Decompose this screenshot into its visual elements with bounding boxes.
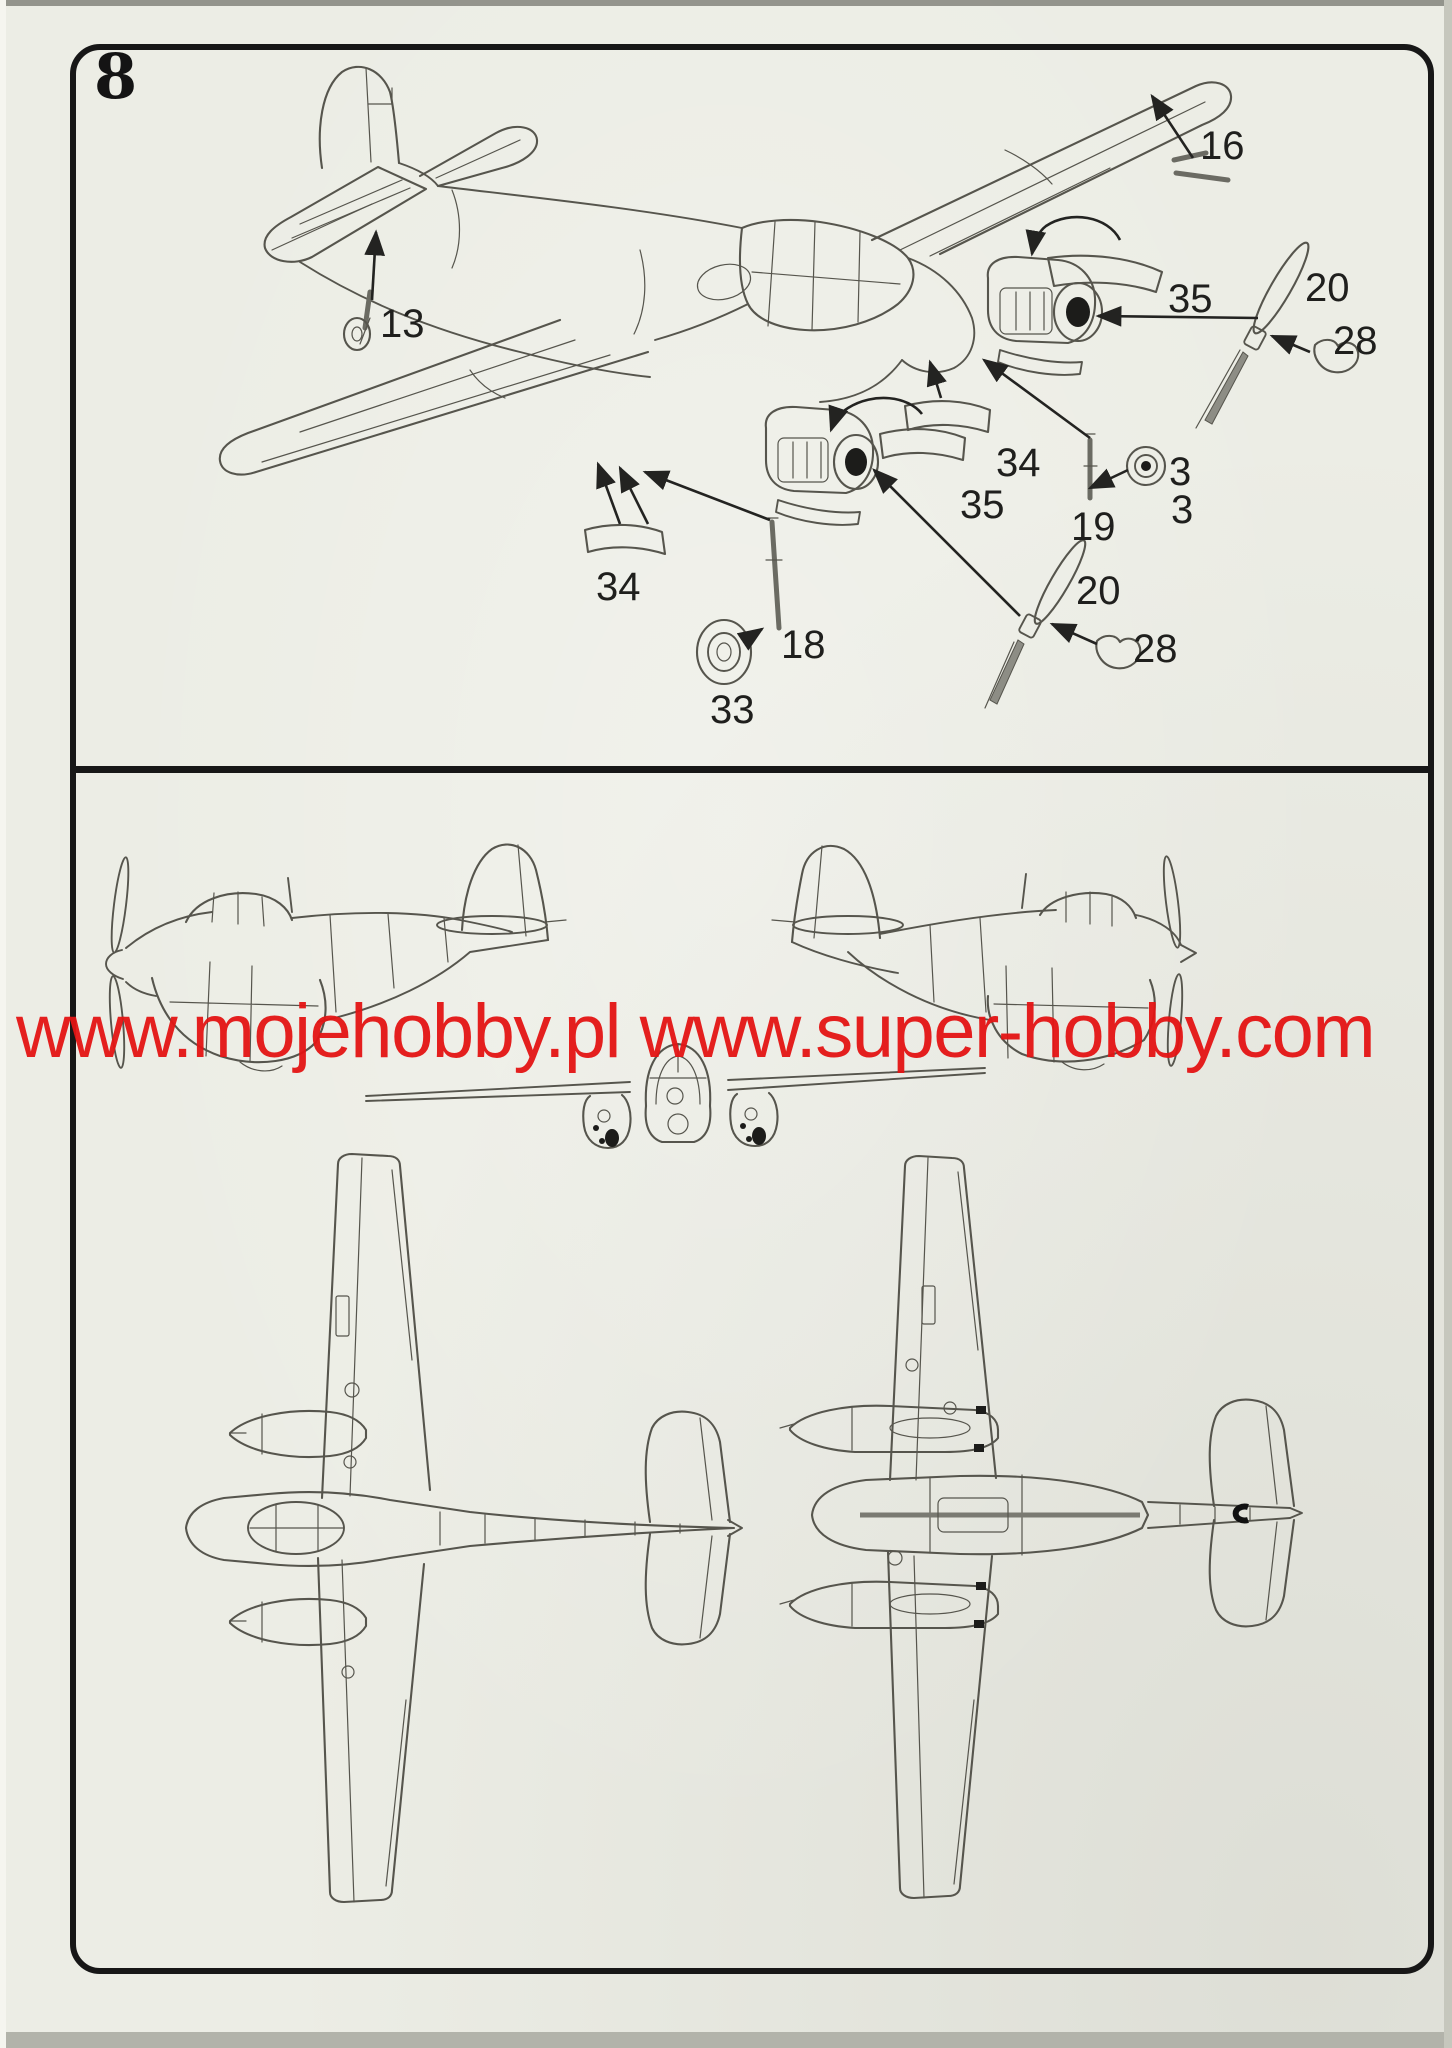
part-34-exhaust [905,401,990,432]
callout-arrows [372,96,1310,644]
step-number: 8 [94,40,138,113]
right-nacelle [988,257,1102,375]
part-20-propeller [1196,238,1316,428]
part-callout-3: 3 [1169,450,1192,494]
part-callout-28: 28 [1333,319,1378,363]
propeller-shaft-hole [845,448,867,476]
part-callout-34: 34 [996,441,1041,485]
top-plan-view [186,1154,742,1902]
part-callout-35: 35 [1168,277,1213,321]
part-callout-20: 20 [1305,266,1350,310]
part-33-wheel [697,620,751,684]
part-20-propeller [985,536,1092,708]
watermark-text: www.mojehobby.pl www.super-hobby.com [16,989,1375,1074]
part-callout-18: 18 [781,623,826,667]
part-callout-3: 3 [1171,488,1194,532]
tail-wheel-well-mark [1236,1507,1248,1521]
propeller-shaft-hole [1066,297,1090,327]
front-view-left-nacelle [583,1095,630,1148]
part-13-tail-wheel [344,292,370,350]
part-3-wheel-hub [1127,447,1165,485]
bottom-plan-view [780,1156,1302,1898]
part-callout-20: 20 [1076,569,1121,613]
part-35-exhaust [880,429,965,460]
left-nacelle [766,407,878,525]
part-18-gear-leg [766,518,782,628]
part-callout-13: 13 [380,302,425,346]
part-callout-33: 33 [710,688,755,732]
part-callout-34: 34 [596,565,641,609]
part-callout-35: 35 [960,483,1005,527]
part-callout-16: 16 [1200,124,1245,168]
part-callout-28: 28 [1133,627,1178,671]
part-callout-19: 19 [1071,505,1116,549]
exploded-assembly-figure [220,67,1358,708]
front-view-right-nacelle [730,1093,777,1146]
part-34-exhaust [585,525,665,554]
